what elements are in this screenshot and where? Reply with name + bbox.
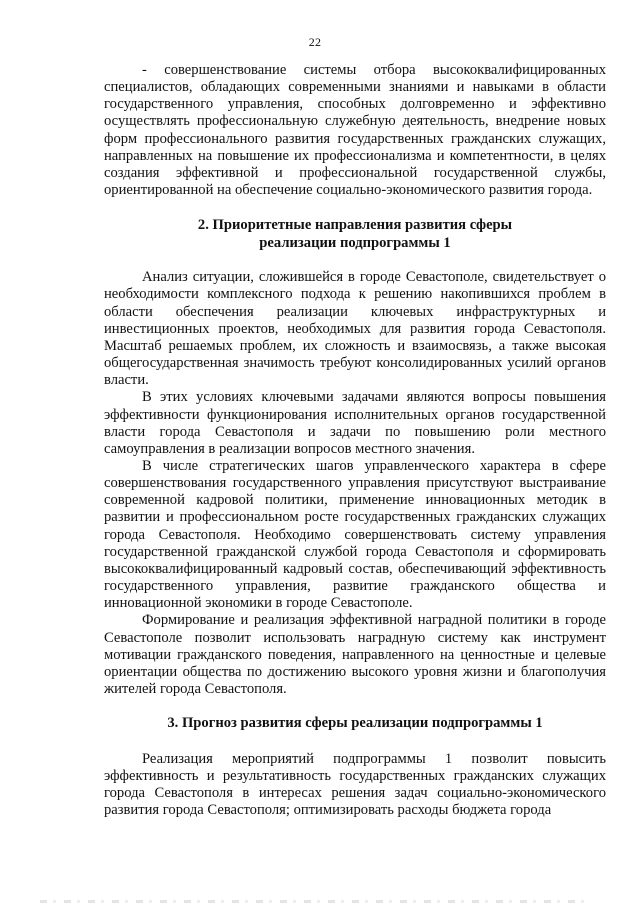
document-body [104,62,606,819]
paragraph-award-policy: Формирование и реализация эффективной наградной политики в городе Севастополе позволит использовать наградную систему как инструмент мотивации гражданского поведения, направленного на ценностные и целевые ориентации общества по достижению высокого уровня жизни и благополучия жителей города Севастополя. [104,612,606,697]
section-heading-line: реализации подпрограммы 1 [259,234,451,251]
paragraph-implementation: Реализация мероприятий подпрограммы 1 позволит повысить эффективность и результативность государственных гражданских служащих города Севастополя в интересах решения задач социально-экономического развития города Севастополя; оптимизировать расходы бюджета города [104,750,606,819]
spacer [104,733,606,751]
section-heading-priorities [104,217,606,252]
paragraph-staff-selection: - совершенствование системы отбора высококвалифицированных специалистов, обладающих современными знаниями и навыками в области государственного управления, способных долговременно и эффективно осуществлять профессиональную служебную деятельность, внедрение новых форм профессионального развития государственных гражданских служащих, направленных на повышение их профессионализма и компетентности, в целях создания эффективной и профессиональной государственной службы, ориентированной на обеспечение социально-экономического развития города. [104,62,606,199]
scan-artifact [40,900,590,903]
spacer [104,199,606,217]
paragraph-key-tasks: В этих условиях ключевыми задачами являются вопросы повышения эффективности функционирования исполнительных органов государственной власти города Севастополя и задачи по повышению роли местного самоуправления в реализации вопросов местного значения. [104,389,606,457]
paragraph-strategic-steps: В числе стратегических шагов управленческого характера в сфере совершенствования государственного управления присутствуют выстраивание современной кадровой политики, применение инновационных методик в развитии и профессиональном росте государственных гражданских служащих города Севастополя. Необходимо совершенствовать систему управления государственной гражданской службой города Севастополя и сформировать высококвалифицированный кадровый состав, обеспечивающий эффективность государственного управления, развитие гражданского общества и инновационной экономики в городе Севастополе. [104,457,606,612]
paragraph-situation-analysis: Анализ ситуации, сложившейся в городе Севастополе, свидетельствует о необходимости комплексного подхода к решению накопившихся проблем в области обеспечения реализации ключевых инфраструктурных и инвестиционных проектов, необходимых для развития города Севастополя. Масштаб решаемых проблем, их сложность и взаимосвязь, а также высокая общегосударственная значимость требуют консолидированных усилий органов власти. [104,269,606,389]
section-heading-line: 2. Приоритетные направления развития сферы [197,217,513,234]
page-number: 22 [308,35,322,49]
spacer [104,698,606,715]
spacer [104,252,606,269]
section-heading-forecast: 3. Прогноз развития сферы реализации подпрограммы 1 [167,715,543,732]
